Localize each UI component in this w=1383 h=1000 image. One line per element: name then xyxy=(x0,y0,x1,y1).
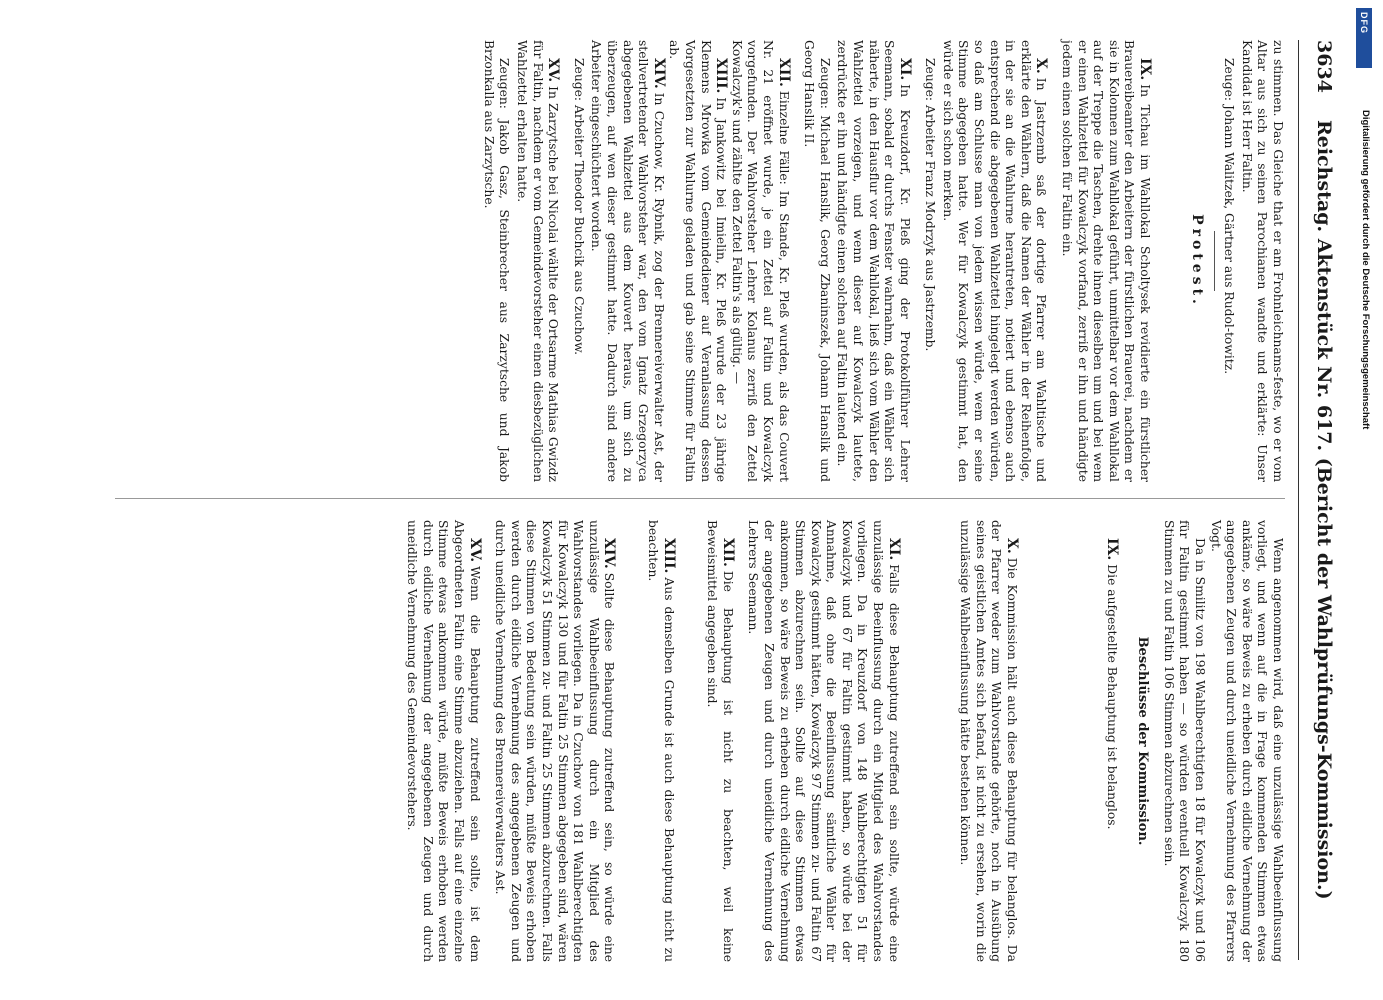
right-column xyxy=(404,520,1285,962)
section-text: In Jastrzemb saß der dortige Pfarrer am Wahltische und erklärte den Wählern, daß die Namen der Wähler in der Reihenfolge, in der sie an die Wahlurne herantreten, notiert und ebenso auch entsprechend die abgegebenen Wahlzettel hingelegt werden würden, so daß am Schlusse man von jedem wissen würde, wem er seine Stimme abgegeben hatte. Wer für Kowalczyk gestimmt hat, den würde er sich schon merken. xyxy=(940,40,1049,482)
section-witness: Zeuge: Arbeiter Theodor Buchcik aus Czuchow. xyxy=(571,58,586,356)
section-text: Die Kommission hält auch diese Behauptung für belanglos. Da der Pfarrer weder zum Wahlvorstande gehörte, noch in Ausübung seines geistlichen Amtes sich befand, ist nicht zu ersehen, worin die unzulässige Wahlbeeinflussung hätte bestehen können. xyxy=(958,520,1020,962)
section-witness: Zeuge: Arbeiter Franz Modrzyk aus Jastrzemb. xyxy=(923,58,938,352)
resolution-ix xyxy=(1103,520,1119,962)
section-text: In Jankowitz bei Imielin, Kr. Pleß wurde der 23 jährige Klemens Mrowka vom Gemeindediener auf Veranlassung dessen Vorgesetzten zur Wahlurne geladen und gab seine Stimme für Faltin ab. xyxy=(667,40,729,482)
section-number: XIV. xyxy=(601,538,618,569)
section-xiv xyxy=(588,40,666,482)
section-number: XV. xyxy=(466,538,483,563)
section-number: XIV. xyxy=(650,58,667,89)
section-xii xyxy=(728,40,790,482)
page-header xyxy=(1298,40,1345,960)
left-column xyxy=(480,40,1285,482)
section-xv xyxy=(513,40,560,482)
section-number: XII. xyxy=(719,538,736,567)
digitization-note: Digitalisierung gefördert durch die Deutsche Forschungsgemeinschaft xyxy=(1360,110,1371,430)
section-text: Aus demselben Grunde ist auch diese Behauptung nicht zu beachten. xyxy=(645,520,676,962)
document-page xyxy=(0,20,1345,980)
section-text: In Zarzytsche bei Nicolai wählte der Ortsarme Mathias Gwizdz für Faltin, nachdem er vom Gemeindevorsteher einen diesbezüglichen Wahlzettel erhalten hatte. xyxy=(515,40,561,482)
intro-paragraph: zu stimmen. Das Gleiche that er am Frohnleichnams-feste, wo er vom Altar aus sich zu seinen Parochianen wandte und erklärte: Unser Kandidat ist Herr Faltin. xyxy=(1239,40,1285,482)
intro-witness: Zeuge: Johann Walitzek, Gärtner aus Rudol-towitz. xyxy=(1222,58,1237,375)
section-number: X. xyxy=(1033,58,1050,74)
page-title: Reichstag. Aktenstück Nr. 617. (Bericht der Wahlprüfungs-Kommission.) xyxy=(1313,120,1335,900)
protest-heading: Protest. xyxy=(1188,214,1205,308)
resolution-x xyxy=(957,520,1019,962)
section-number: IX. xyxy=(1137,58,1154,81)
section-number: XI. xyxy=(885,538,902,561)
section-x xyxy=(939,40,1048,482)
section-text: Sollte diese Behauptung zutreffend sein, so würde eine unzulässige Wahlbeeinflussung durch ein Mitglied des Wahlvorstandes vorliegen. Da in Czuchow von 181 Wahlberechtigten für Kowalczyk 130 und für Faltin 25 Stimmen abgegeben sind, wären Kowalczyk 51 Stimmen zu- und Faltin 25 Stimmen abzurechnen. Falls diese Stimmen von Bedeutung sein würden, müßte Beweis erhoben werden durch eidliche Vernehmung des angegebenen Zeugen und durch uneidliche Vernehmung des Brennereiverwalters Ast. xyxy=(493,520,617,962)
section-text: Falls diese Behauptung zutreffend sein sollte, würde eine unzulässige Beeinflussung durch ein Mitglied des Wahlvorstandes vorliegen. Da in Kreuzdorf von 148 Wahlberechtigten 51 für Kowalczyk und 67 für Faltin gestimmt haben, so würde bei der Annahme, daß ohne die Beeinflussung sämtliche Wähler für Kowalczyk gestimmt hätten, Kowalczyk 97 Stimmen zu- und Faltin 67 Stimmen abzurechnen sein. Sollte auf diese Stimmen etwas ankommen, so wäre Beweis zu erheben durch eidliche Vernehmung der angegebenen Zeugen und durch uneidliche Vernehmung des Lehrers Seemann. xyxy=(746,520,901,962)
intro-paragraph: Wenn angenommen wird, daß eine unzulässige Wahlbeeinflussung vorliegt, und wenn auf die in Frage kommenden Stimmen etwas ankäme, so wäre Beweis zu erheben durch eidliche Vernehmung der angegebenen Zeugen und durch uneidliche Vernehmung des Pfarrers Vogt. xyxy=(1208,520,1285,962)
section-text: Wenn die Behauptung zutreffend sein sollte, ist dem Abgeordneten Faltin eine Stimme abzuziehen. Falls auf eine einzelne Stimme etwas ankommen würde, müßte Beweis erhoben werden durch eidliche Vernehmung der angegebenen Zeugen und durch uneidliche Vernehmung des Gemeindevorstehers. xyxy=(405,520,482,962)
section-number: XII. xyxy=(775,58,792,87)
section-witness: Zeugen: Jakob Gasz, Steinbrecher aus Zarzytsche und Jakob Brzonkalla aus Zarzytsche. xyxy=(481,40,512,482)
section-number: XI. xyxy=(896,58,913,81)
resolution-xi xyxy=(745,520,901,962)
section-number: X. xyxy=(1004,538,1021,554)
section-ix xyxy=(1058,40,1152,482)
resolution-xiv xyxy=(492,520,617,962)
section-number: XIII. xyxy=(660,538,677,574)
section-text: Einzelne Fälle: Im Stande, Kr. Pleß wurden, als das Couvert Nr. 21 eröffnet wurde, je ein Zettel auf Faltin und Kowalczyk vorgefunden. Der Wahlvorsteher Lehrer Kolanus zerriß den Zettel Kowalczyk's und zählte den Zettel Faltin's als gültig. — xyxy=(729,40,791,482)
section-text: In Kreuzdorf, Kr. Pleß ging der Protokollführer Lehrer Seemann, sobald er durchs Fenster wahrnahm, daß ein Wähler sich näherte, in den Hausflur vor dem Wahllokal, ließ sich vom Wähler den Wahlzettel vorzeigen, und wenn dieser auf Kowalczyk lautete, zerdrückte er ihn und händigte einen solchen auf Faltin lautend ein. xyxy=(835,40,912,482)
section-number: XV. xyxy=(545,58,562,83)
section-xi xyxy=(834,40,912,482)
resolution-xii xyxy=(704,520,735,962)
section-text: Die aufgestellte Behauptung ist belanglos. xyxy=(1104,564,1119,830)
section-text: In Czuchow, Kr. Rybnik, zog der Brennereiverwalter Ast, der stellvertretender Wahlvorsteher war, den vom Ignatz Grzegorzyca abgegebenen Wahlzettel aus dem Kouvert heraus, um sich zu überzeugen, auf wen dieser gestimmt hatte. Dadurch sind andere Arbeiter eingeschüchtert worden. xyxy=(589,40,666,482)
section-text: In Tichau im Wahllokal Scholtysek revidierte ein fürstlicher Brauereibeamter den Arbeitern der fürstlichen Brauerei, nachdem er sie in Kolonnen zum Wahllokal geführt, unmittelbar vor dem Wahllokal auf der Treppe die Taschen, drehte ihnen dieselben um und bei wem er einen Wahlzettel für Kowalczyk vorfand, zerriß er ihn und händigte jedem einen solchen für Faltin ein. xyxy=(1060,40,1153,482)
page-number: 3634 xyxy=(1313,40,1335,93)
section-number: XIII. xyxy=(713,58,730,94)
resolution-xiii xyxy=(644,520,675,962)
section-xiii xyxy=(666,40,728,482)
intro-paragraph-2: Da in Smilitz von 198 Wahlberechtigten 18 für Kowalczyk und 106 für Faltin gestimmt haben — so würden eventuell Kowalczyk 180 Stimmen zu und Faltin 106 Stimmen abzurechnen sein. xyxy=(1161,520,1208,962)
resolutions-heading: Beschlüsse der Kommission. xyxy=(1135,636,1151,846)
column-divider xyxy=(115,498,1285,499)
dfg-logo: DFG xyxy=(1356,8,1372,68)
resolution-xv xyxy=(404,520,482,962)
section-text: Die Behauptung ist nicht zu beachten, weil keine Beweismittel angegeben sind. xyxy=(705,520,735,962)
section-number: IX. xyxy=(1103,538,1120,561)
section-witness: Zeugen: Michael Hanslik, Georg Zbaninszek, Johann Hanslik und Georg Hanslik II. xyxy=(802,40,832,482)
separator-rule xyxy=(1214,231,1215,291)
